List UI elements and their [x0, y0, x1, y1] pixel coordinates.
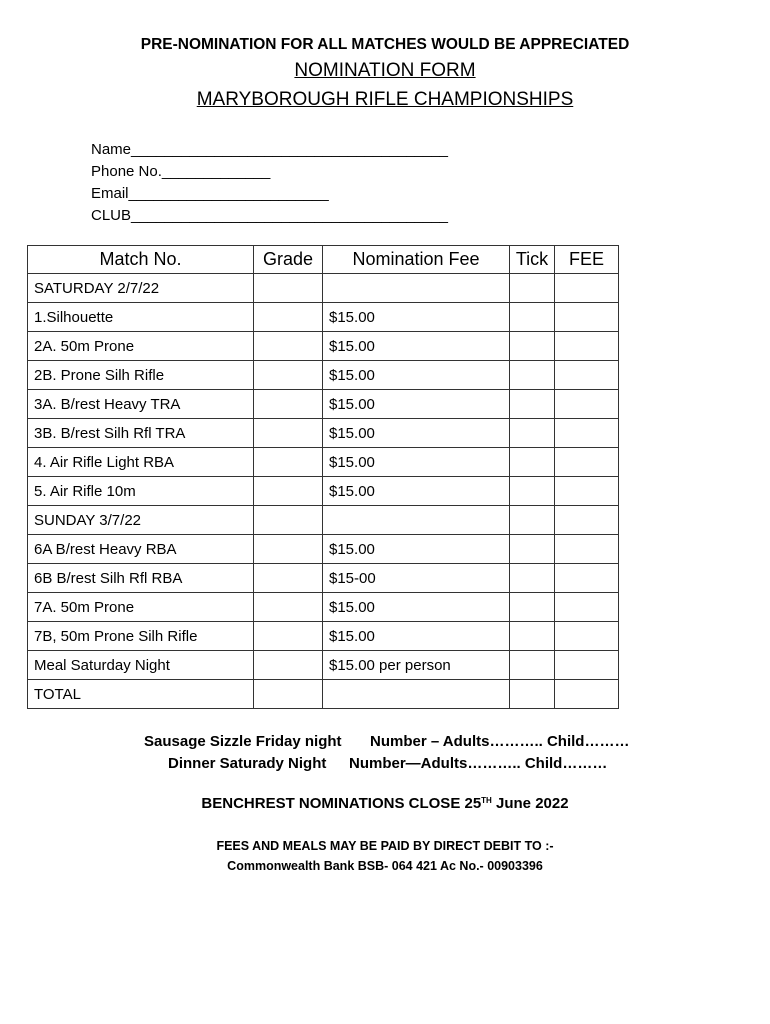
tick-cell[interactable]: [510, 622, 555, 651]
grade-cell[interactable]: [254, 361, 323, 390]
nomination-fee-cell: $15.00: [323, 477, 510, 506]
table-row: [28, 390, 619, 419]
fee-cell[interactable]: [555, 622, 619, 651]
entrant-details: [91, 139, 448, 227]
fee-cell[interactable]: [555, 535, 619, 564]
name-field[interactable]: Name______________________________________: [91, 141, 449, 158]
tick-cell[interactable]: [510, 564, 555, 593]
nomination-fee-cell: $15.00: [323, 622, 510, 651]
match-cell: Meal Saturday Night: [28, 651, 254, 680]
close-text: BENCHREST NOMINATIONS CLOSE 25: [201, 795, 482, 812]
nomination-fee-cell: [323, 274, 510, 303]
match-cell: SUNDAY 3/7/22: [28, 506, 254, 535]
tick-cell[interactable]: [510, 535, 555, 564]
fee-cell[interactable]: [555, 680, 619, 709]
nomination-fee-cell: $15.00: [323, 303, 510, 332]
tick-cell[interactable]: [510, 361, 555, 390]
nomination-table: [27, 245, 619, 709]
tick-cell[interactable]: [510, 593, 555, 622]
grade-cell[interactable]: [254, 274, 323, 303]
table-row: [28, 361, 619, 390]
sausage-sizzle-row: [0, 731, 770, 753]
fee-cell[interactable]: [555, 419, 619, 448]
fee-cell[interactable]: [555, 361, 619, 390]
table-row: [28, 651, 619, 680]
close-date: June 2022: [491, 795, 569, 812]
event-title: MARYBOROUGH RIFLE CHAMPIONSHIPS: [196, 89, 574, 110]
sausage-sizzle-count[interactable]: Number – Adults……….. Child………: [370, 733, 630, 750]
nomination-fee-cell: [323, 680, 510, 709]
match-cell: 3A. B/rest Heavy TRA: [28, 390, 254, 419]
grade-cell[interactable]: [254, 651, 323, 680]
nomination-fee-cell: $15.00: [323, 419, 510, 448]
match-cell: 2B. Prone Silh Rifle: [28, 361, 254, 390]
table-row: [28, 622, 619, 651]
meal-events: [0, 731, 770, 775]
tick-cell[interactable]: [510, 274, 555, 303]
match-cell: 6A B/rest Heavy RBA: [28, 535, 254, 564]
tick-cell[interactable]: [510, 419, 555, 448]
tick-cell[interactable]: [510, 506, 555, 535]
fee-cell[interactable]: [555, 564, 619, 593]
table-row: [28, 593, 619, 622]
fee-cell[interactable]: [555, 593, 619, 622]
match-cell: TOTAL: [28, 680, 254, 709]
tick-cell[interactable]: [510, 390, 555, 419]
table-row: [28, 274, 619, 303]
match-cell: 7B, 50m Prone Silh Rifle: [28, 622, 254, 651]
club-field[interactable]: CLUB______________________________________: [91, 207, 449, 224]
fee-cell[interactable]: [555, 477, 619, 506]
nomination-fee-cell: $15.00: [323, 361, 510, 390]
nomination-fee-cell: $15.00: [323, 593, 510, 622]
tick-cell[interactable]: [510, 680, 555, 709]
fee-cell[interactable]: [555, 390, 619, 419]
table-row: [28, 419, 619, 448]
table-row: [28, 535, 619, 564]
grade-cell[interactable]: [254, 390, 323, 419]
grade-cell[interactable]: [254, 477, 323, 506]
grade-cell[interactable]: [254, 332, 323, 361]
dinner-label: Dinner Saturady Night: [168, 755, 327, 772]
grade-cell[interactable]: [254, 448, 323, 477]
dinner-row: [0, 753, 770, 775]
nomination-fee-cell: $15.00 per person: [323, 651, 510, 680]
table-row: [28, 477, 619, 506]
header-grade: Grade: [254, 246, 323, 274]
grade-cell[interactable]: [254, 506, 323, 535]
grade-cell[interactable]: [254, 419, 323, 448]
grade-cell[interactable]: [254, 564, 323, 593]
bank-details: Commonwealth Bank BSB- 064 421 Ac No.- 00903396: [227, 859, 543, 873]
email-field[interactable]: Email________________________: [91, 185, 329, 202]
nomination-fee-cell: [323, 506, 510, 535]
grade-cell[interactable]: [254, 680, 323, 709]
fee-cell[interactable]: [555, 274, 619, 303]
nomination-fee-cell: $15.00: [323, 332, 510, 361]
fee-cell[interactable]: [555, 303, 619, 332]
fee-cell[interactable]: [555, 506, 619, 535]
match-cell: 5. Air Rifle 10m: [28, 477, 254, 506]
grade-cell[interactable]: [254, 622, 323, 651]
match-cell: 1.Silhouette: [28, 303, 254, 332]
nomination-fee-cell: $15-00: [323, 564, 510, 593]
nomination-fee-cell: $15.00: [323, 448, 510, 477]
fee-cell[interactable]: [555, 448, 619, 477]
dinner-count[interactable]: Number—Adults……….. Child………: [349, 755, 608, 772]
match-cell: 7A. 50m Prone: [28, 593, 254, 622]
match-cell: 6B B/rest Silh Rfl RBA: [28, 564, 254, 593]
match-cell: 3B. B/rest Silh Rfl TRA: [28, 419, 254, 448]
sausage-sizzle-label: Sausage Sizzle Friday night: [144, 733, 342, 750]
match-cell: 2A. 50m Prone: [28, 332, 254, 361]
grade-cell[interactable]: [254, 593, 323, 622]
pre-nomination-notice: PRE-NOMINATION FOR ALL MATCHES WOULD BE APPRECIATED: [140, 36, 630, 53]
fee-cell[interactable]: [555, 332, 619, 361]
match-cell: 4. Air Rifle Light RBA: [28, 448, 254, 477]
nomination-fee-cell: $15.00: [323, 535, 510, 564]
header-fee: FEE: [555, 246, 619, 274]
table-row: [28, 506, 619, 535]
table-row: [28, 303, 619, 332]
tick-cell[interactable]: [510, 477, 555, 506]
tick-cell[interactable]: [510, 303, 555, 332]
tick-cell[interactable]: [510, 448, 555, 477]
table-row: [28, 332, 619, 361]
header-nomination-fee: Nomination Fee: [323, 246, 510, 274]
header-match-no: Match No.: [28, 246, 254, 274]
phone-field[interactable]: Phone No._____________: [91, 163, 271, 180]
tick-cell[interactable]: [510, 332, 555, 361]
table-row: [28, 448, 619, 477]
nomination-fee-cell: $15.00: [323, 390, 510, 419]
grade-cell[interactable]: [254, 535, 323, 564]
table-row: [28, 680, 619, 709]
table-header-row: [28, 246, 619, 274]
payment-instruction: FEES AND MEALS MAY BE PAID BY DIRECT DEBIT TO :-: [216, 839, 554, 853]
match-cell: SATURDAY 2/7/22: [28, 274, 254, 303]
fee-cell[interactable]: [555, 651, 619, 680]
header-tick: Tick: [510, 246, 555, 274]
form-title: NOMINATION FORM: [294, 60, 476, 81]
tick-cell[interactable]: [510, 651, 555, 680]
close-superscript: TH: [481, 796, 492, 805]
nominations-close-notice: [0, 795, 770, 812]
table-row: [28, 564, 619, 593]
grade-cell[interactable]: [254, 303, 323, 332]
